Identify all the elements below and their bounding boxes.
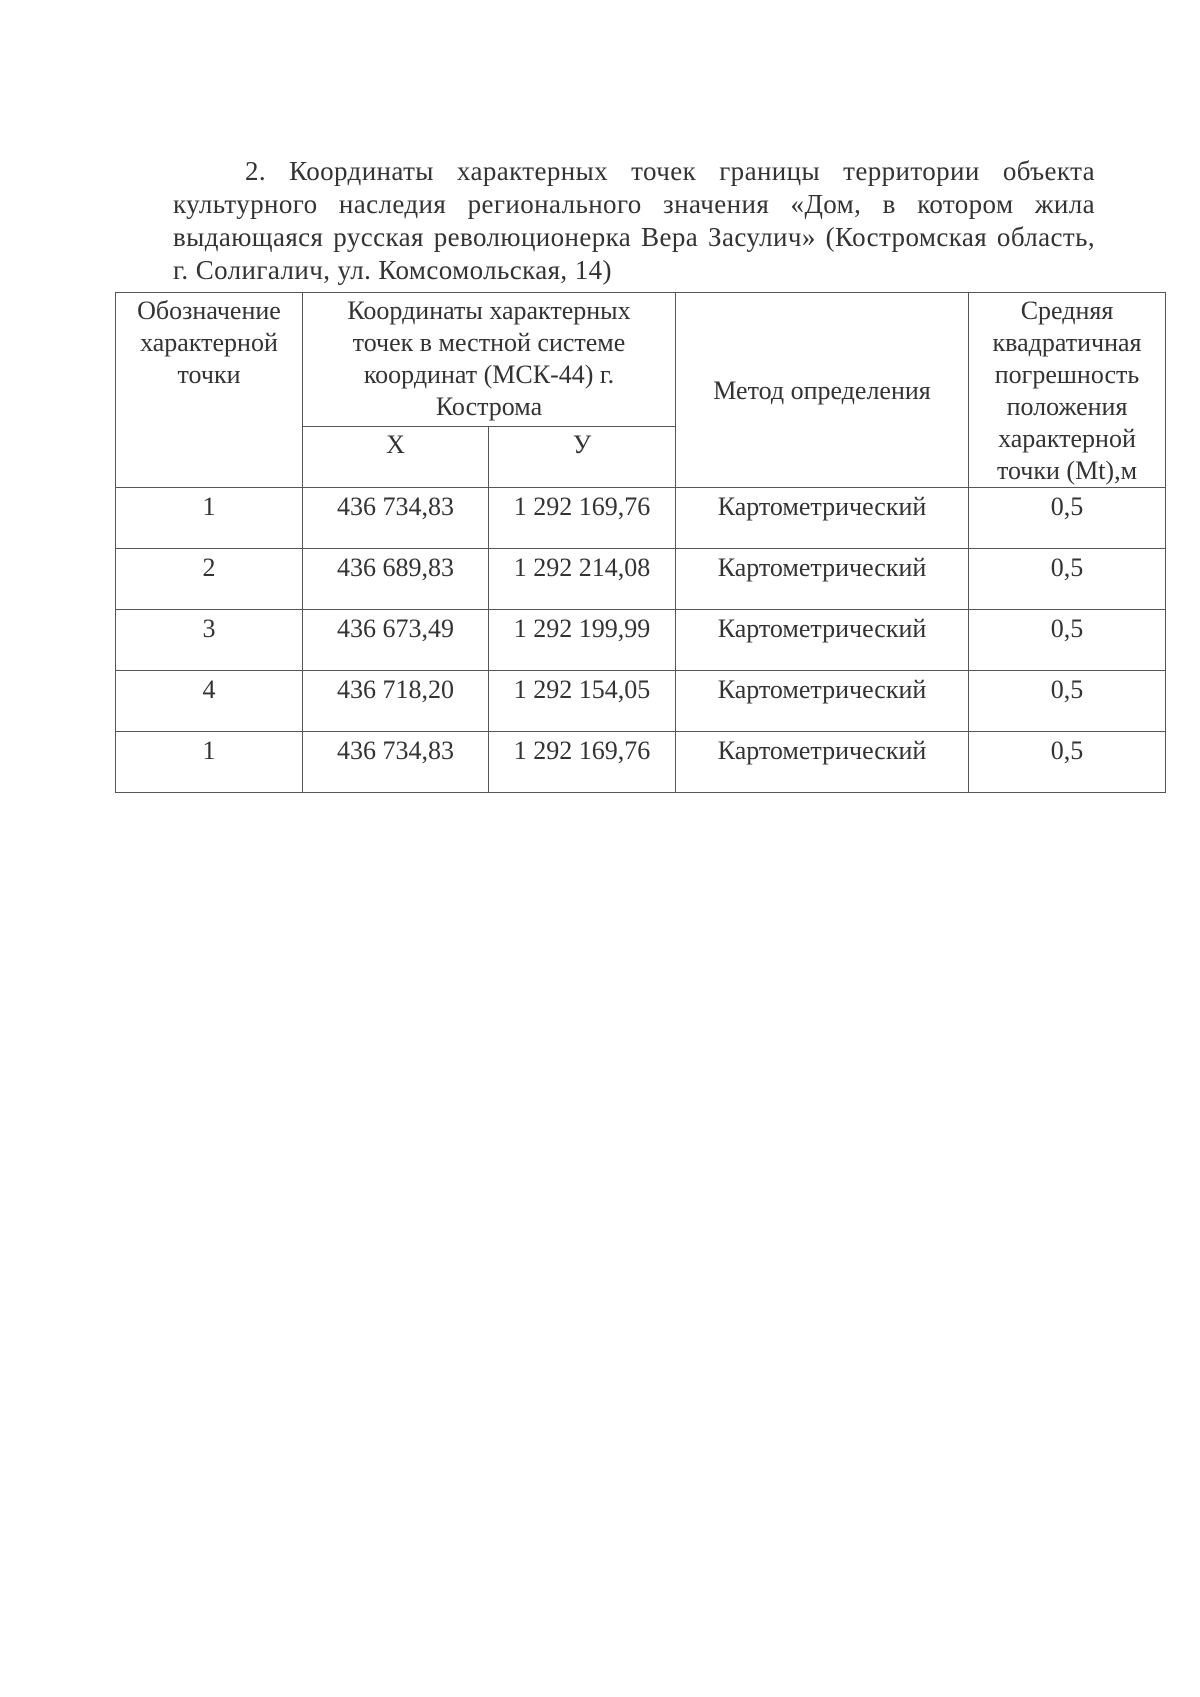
cell-point: 2 [116,549,303,610]
table-row [116,610,1166,671]
cell-x: 436 718,20 [303,671,489,732]
cell-y: 1 292 214,08 [489,549,676,610]
header-x: Х [303,426,489,487]
cell-y: 1 292 199,99 [489,610,676,671]
cell-error: 0,5 [969,671,1166,732]
table-row [116,732,1166,793]
cell-error: 0,5 [969,549,1166,610]
cell-point: 4 [116,671,303,732]
cell-point: 1 [116,488,303,549]
cell-x: 436 734,83 [303,488,489,549]
intro-paragraph: 2. Координаты характерных точек границы территории объекта культурного наследия регионального значения «Дом, в котором жила выдающаяся русская революционерка Вера Засулич» (Костромская область, г. Солигалич, ул. Комсомольская, 14) [173,156,1095,285]
cell-method: Картометрический [676,671,969,732]
header-point-designation: Обозначение характерной точки [116,293,303,488]
cell-y: 1 292 169,76 [489,732,676,793]
table-row [116,549,1166,610]
cell-error: 0,5 [969,732,1166,793]
cell-method: Картометрический [676,488,969,549]
table-row [116,488,1166,549]
cell-y: 1 292 169,76 [489,488,676,549]
header-y: У [489,426,676,487]
cell-point: 1 [116,732,303,793]
header-error: Средняя квадратичная погрешность положения характерной точки (Mt),м [969,293,1166,488]
cell-error: 0,5 [969,610,1166,671]
cell-x: 436 689,83 [303,549,489,610]
header-coordinates: Координаты характерных точек в местной системе координат (МСК-44) г. Кострома [303,293,676,427]
cell-x: 436 734,83 [303,732,489,793]
cell-method: Картометрический [676,732,969,793]
cell-x: 436 673,49 [303,610,489,671]
cell-y: 1 292 154,05 [489,671,676,732]
cell-method: Картометрический [676,549,969,610]
cell-error: 0,5 [969,488,1166,549]
table-row [116,671,1166,732]
coordinates-table [115,292,1166,793]
header-method: Метод определения [676,293,969,488]
cell-method: Картометрический [676,610,969,671]
cell-point: 3 [116,610,303,671]
